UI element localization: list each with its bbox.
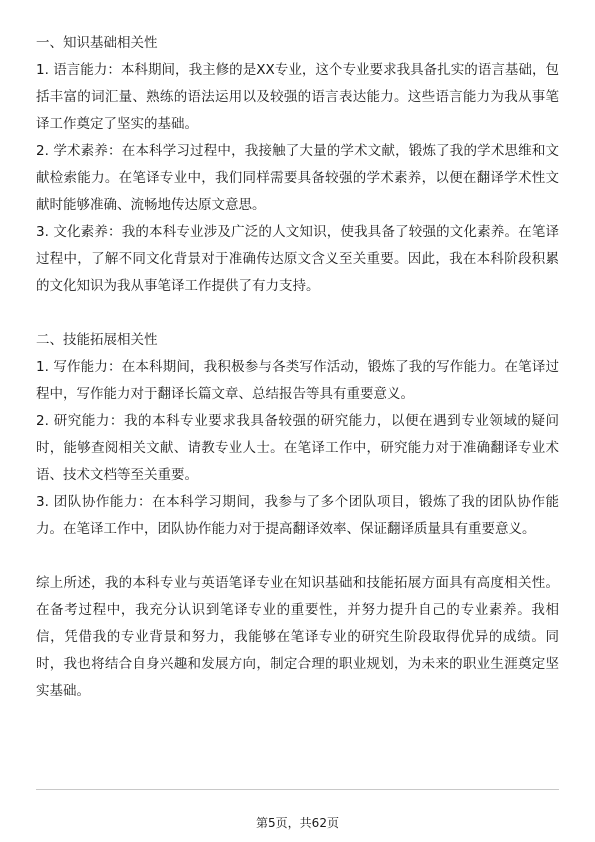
paragraph-conclusion: 综上所述，我的本科专业与英语笔译专业在知识基础和技能拓展方面具有高度相关性。在备考过程中，我充分认识到笔译专业的重要性，并努力提升自己的专业素养。我相信，凭借我的专业背景和努力，我能够在笔译专业的研究生阶段取得优异的成绩。同时，我也将结合自身兴趣和发展方向，制定合理的职业规划，为未来的职业生涯奠定坚实基础。 (36, 575, 559, 699)
paragraph-teamwork-ability: 3. 团队协作能力：在本科学习期间，我参与了多个团队项目，锻炼了我的团队协作能力。在笔译工作中，团队协作能力对于提高翻译效率、保证翻译质量具有重要意义。 (36, 494, 559, 537)
section-heading: 一、知识基础相关性 (36, 35, 158, 51)
footer-divider (36, 789, 559, 790)
paragraph-language-ability: 1. 语言能力：本科期间，我主修的是XX专业，这个专业要求我具备扎实的语言基础，包括丰富的词汇量、熟练的语法运用以及较强的语言表达能力。这些语言能力为我从事笔译工作奠定了坚实的基础。 (36, 62, 559, 132)
paragraph-research-ability: 2. 研究能力：我的本科专业要求我具备较强的研究能力，以便在遇到专业领域的疑问时，能够查阅相关文献、请教专业人士。在笔译工作中，研究能力对于准确翻译专业术语、技术文档等至关重要。 (36, 413, 559, 483)
paragraph-writing-ability: 1. 写作能力：在本科期间，我积极参与各类写作活动，锻炼了我的写作能力。在笔译过程中，写作能力对于翻译长篇文章、总结报告等具有重要意义。 (36, 359, 559, 402)
section-spacer (36, 300, 559, 327)
section-heading: 二、技能拓展相关性 (36, 332, 158, 348)
page-number: 第5页，共62页 (256, 816, 339, 830)
paragraph-cultural-literacy: 3. 文化素养：我的本科专业涉及广泛的人文知识，使我具备了较强的文化素养。在笔译过程中，了解不同文化背景对于准确传达原文含义至关重要。因此，我在本科阶段积累的文化知识为我从事笔译工作提供了有力支持。 (36, 224, 559, 294)
document-body (36, 30, 559, 705)
section-knowledge-foundation (36, 30, 559, 300)
section-skill-expansion (36, 327, 559, 543)
section-spacer (36, 543, 559, 570)
paragraph-academic-literacy: 2. 学术素养：在本科学习过程中，我接触了大量的学术文献，锻炼了我的学术思维和文献检索能力。在笔译专业中，我们同样需要具备较强的学术素养，以便在翻译学术性文献时能够准确、流畅地传达原文意思。 (36, 143, 559, 213)
